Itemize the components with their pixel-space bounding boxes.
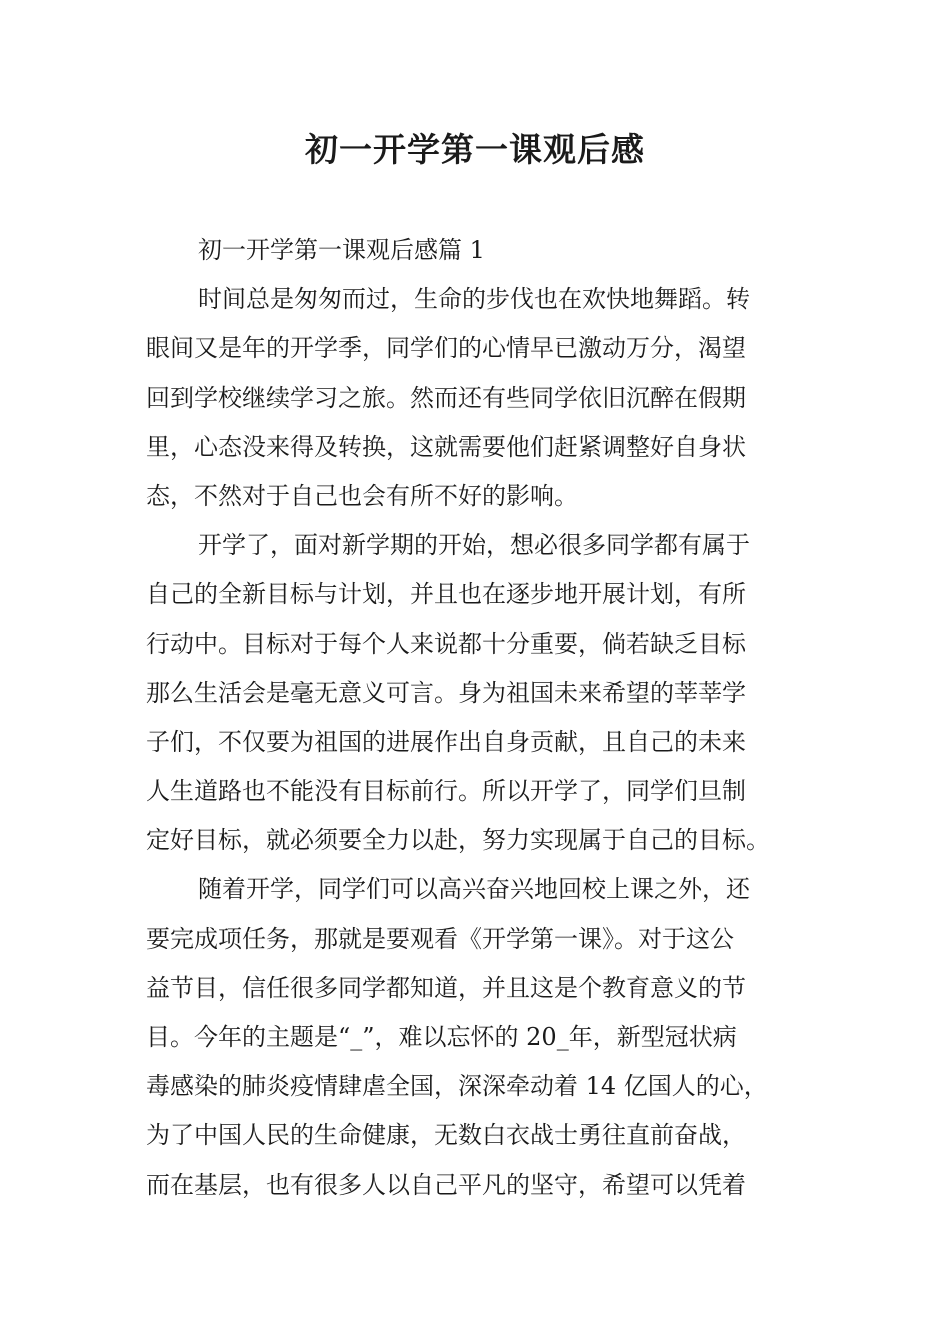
text-line: 毒感染的肺炎疫情肆虐全国，深深牵动着 14 亿国人的心， [146, 1072, 768, 1101]
text-line: 而在基层，也有很多人以自己平凡的坚守，希望可以凭着 [146, 1170, 746, 1199]
text-line: 要完成项任务，那就是要观看《开学第一课》。对于这公 [146, 924, 734, 953]
document-body [146, 226, 806, 1210]
text-line: 人生道路也不能没有目标前行。所以开学了，同学们旦制 [146, 777, 746, 806]
text-line: 时间总是匆匆而过，生命的步伐也在欢快地舞蹈。转 [198, 285, 750, 314]
text-line: 行动中。目标对于每个人来说都十分重要，倘若缺乏目标 [146, 629, 746, 658]
text-line: 那么生活会是毫无意义可言。身为祖国未来希望的莘莘学 [146, 678, 746, 707]
text-line: 随着开学，同学们可以高兴奋兴地回校上课之外，还 [198, 875, 750, 904]
text-line: 为了中国人民的生命健康，无数白衣战士勇往直前奋战， [146, 1121, 746, 1150]
text-line: 眼间又是年的开学季，同学们的心情早已激动万分，渴望 [146, 334, 746, 363]
text-line: 子们，不仅要为祖国的进展作出自身贡献，且自己的未来 [146, 727, 746, 756]
text-line: 自己的全新目标与计划，并且也在逐步地开展计划，有所 [146, 580, 746, 609]
text-line: 态，不然对于自己也会有所不好的影响。 [146, 481, 578, 510]
document-title: 初一开学第一课观后感 [305, 130, 645, 169]
text-line: 定好目标，就必须要全力以赴，努力实现属于自己的目标。 [146, 826, 770, 855]
text-line: 初一开学第一课观后感篇 1 [198, 236, 485, 264]
text-line: 回到学校继续学习之旅。然而还有些同学依旧沉醉在假期 [146, 383, 746, 412]
text-line: 里，心态没来得及转换，这就需要他们赶紧调整好自身状 [146, 432, 746, 461]
text-line: 益节目，信任很多同学都知道，并且这是个教育意义的节 [146, 973, 746, 1002]
text-line: 开学了，面对新学期的开始，想必很多同学都有属于 [198, 531, 750, 560]
text-line: 目。今年的主题是“_”，难以忘怀的 20_年，新型冠状病 [146, 1023, 737, 1051]
